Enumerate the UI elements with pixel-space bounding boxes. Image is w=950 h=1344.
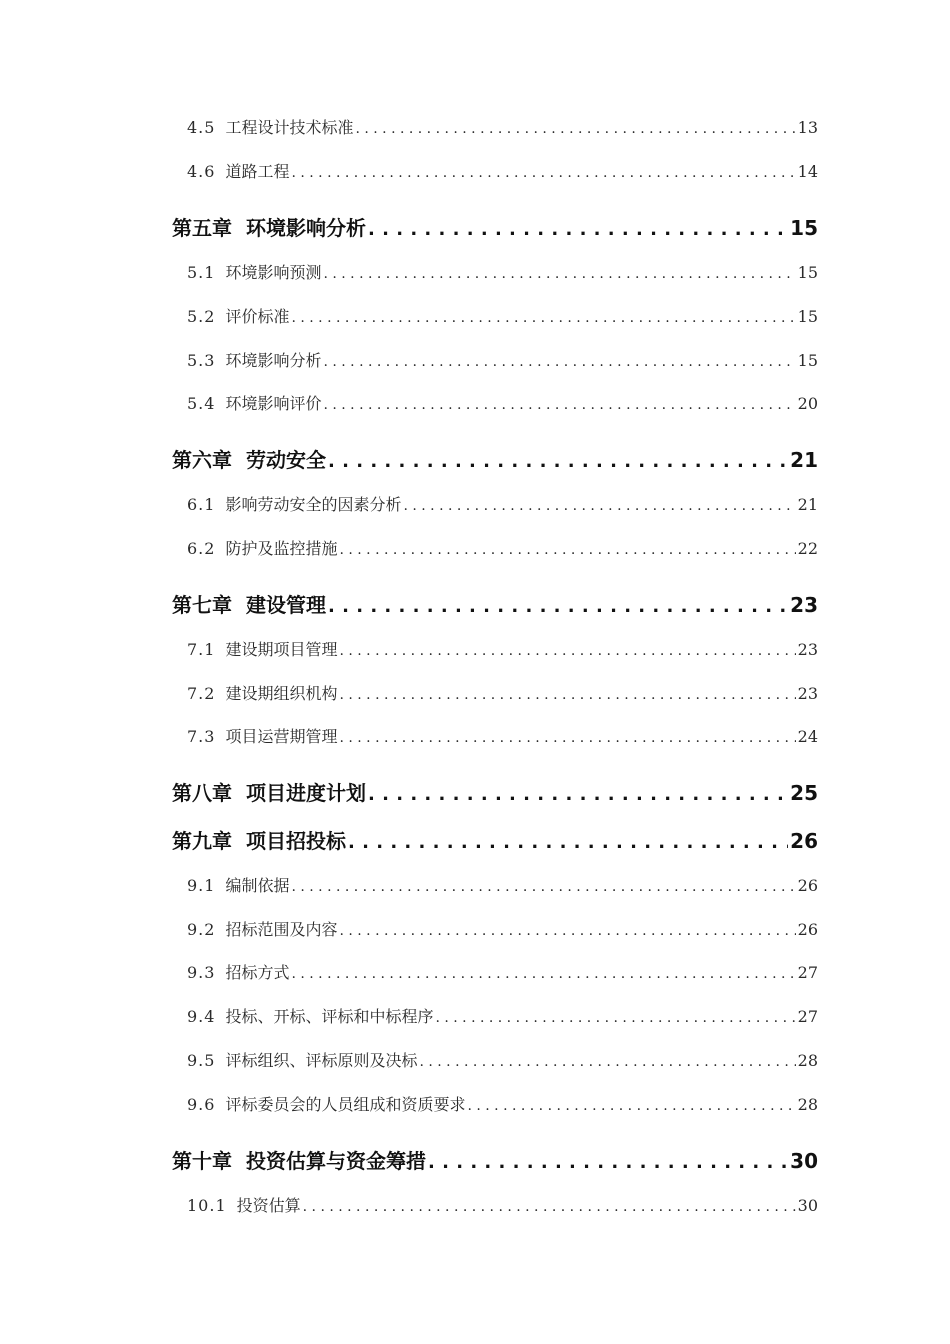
toc-entry[interactable] [187,260,818,283]
section-title: 招标方式 [225,963,290,982]
toc-entry[interactable] [187,724,818,747]
section-title: 防护及监控措施 [225,539,338,558]
page-number: 30 [790,1149,818,1173]
dot-leader [339,640,795,659]
section-title: 影响劳动安全的因素分析 [225,495,402,514]
section-number: 9.1 [187,876,216,895]
page-number: 15 [797,351,818,370]
dot-leader [339,684,795,703]
section-title: 环境影响预测 [225,263,322,282]
section-title: 建设期组织机构 [225,684,338,703]
toc-entry[interactable] [187,492,818,515]
page-number: 23 [797,640,818,659]
section-number: 6.2 [187,539,216,558]
toc-chapter-entry[interactable] [172,212,818,241]
section-title: 建设期项目管理 [225,640,338,659]
section-number: 5.4 [187,394,216,413]
chapter-number: 第五章 [172,216,232,240]
toc-entry[interactable] [187,1048,818,1071]
section-title: 评标委员会的人员组成和资质要求 [225,1095,466,1114]
toc-entry[interactable] [187,348,818,371]
section-title: 投资估算 [236,1196,301,1215]
page-number: 30 [797,1196,818,1215]
section-title: 招标范围及内容 [225,920,338,939]
section-number: 9.3 [187,963,216,982]
dot-leader [368,781,788,805]
toc-entry[interactable] [187,681,818,704]
section-number: 9.4 [187,1007,216,1026]
chapter-number: 第八章 [172,781,232,805]
page-number: 27 [797,963,818,982]
section-number: 9.2 [187,920,216,939]
page-number: 25 [790,781,818,805]
section-number: 10.1 [187,1196,227,1215]
chapter-number: 第六章 [172,448,232,472]
section-number: 7.2 [187,684,216,703]
section-number: 9.6 [187,1095,216,1114]
section-number: 5.1 [187,263,216,282]
dot-leader [328,593,788,617]
dot-leader [339,727,795,746]
page-number: 15 [797,307,818,326]
page-number: 28 [797,1051,818,1070]
section-title: 评标组织、评标原则及决标 [225,1051,418,1070]
page-number: 22 [797,539,818,558]
chapter-title: 投资估算与资金筹措 [246,1149,426,1173]
page-number: 20 [797,394,818,413]
dot-leader [323,263,795,282]
dot-leader [323,394,795,413]
toc-chapter-entry[interactable] [172,444,818,473]
page-number: 23 [797,684,818,703]
dot-leader [291,876,795,895]
page-number: 21 [790,448,818,472]
page-number: 26 [797,876,818,895]
dot-leader [435,1007,795,1026]
section-title: 工程设计技术标准 [225,118,354,137]
dot-leader [339,920,795,939]
chapter-number: 第十章 [172,1149,232,1173]
dot-leader [291,963,795,982]
toc-entry[interactable] [187,1004,818,1027]
dot-leader [339,539,795,558]
section-title: 环境影响评价 [225,394,322,413]
page-number: 24 [797,727,818,746]
page-number: 26 [797,920,818,939]
toc-entry[interactable] [187,1193,818,1216]
dot-leader [291,307,795,326]
chapter-number: 第九章 [172,829,232,853]
dot-leader [355,118,795,137]
chapter-title: 劳动安全 [246,448,326,472]
dot-leader [328,448,788,472]
toc-chapter-entry[interactable] [172,589,818,618]
dot-leader [303,1196,796,1215]
dot-leader [348,829,788,853]
page-number: 14 [797,162,818,181]
section-number: 4.5 [187,118,216,137]
section-number: 5.3 [187,351,216,370]
toc-entry[interactable] [187,960,818,983]
toc-entry[interactable] [187,159,818,182]
toc-entry[interactable] [187,1092,818,1115]
dot-leader [419,1051,795,1070]
page-number: 28 [797,1095,818,1114]
dot-leader [291,162,795,181]
toc-entry[interactable] [187,391,818,414]
chapter-number: 第七章 [172,593,232,617]
section-title: 环境影响分析 [225,351,322,370]
section-number: 4.6 [187,162,216,181]
page-number: 15 [790,216,818,240]
toc-chapter-entry[interactable] [172,777,818,806]
page-number: 13 [797,118,818,137]
dot-leader [323,351,795,370]
chapter-title: 环境影响分析 [246,216,366,240]
section-title: 编制依据 [225,876,290,895]
section-title: 评价标准 [225,307,290,326]
section-number: 6.1 [187,495,216,514]
dot-leader [368,216,788,240]
dot-leader [467,1095,795,1114]
page-number: 23 [790,593,818,617]
chapter-title: 项目招投标 [246,829,346,853]
section-number: 5.2 [187,307,216,326]
toc-entry[interactable] [187,115,818,138]
section-number: 7.3 [187,727,216,746]
dot-leader [403,495,795,514]
section-title: 项目运营期管理 [225,727,338,746]
chapter-title: 建设管理 [246,593,326,617]
page-number: 26 [790,829,818,853]
toc-chapter-entry[interactable] [172,825,818,854]
toc-entry[interactable] [187,637,818,660]
section-number: 9.5 [187,1051,216,1070]
page-number: 27 [797,1007,818,1026]
section-title: 投标、开标、评标和中标程序 [225,1007,434,1026]
toc-chapter-entry[interactable] [172,1145,818,1174]
toc-entry[interactable] [187,917,818,940]
chapter-title: 项目进度计划 [246,781,366,805]
page-number: 21 [797,495,818,514]
section-number: 7.1 [187,640,216,659]
toc-entry[interactable] [187,873,818,896]
toc-entry[interactable] [187,536,818,559]
toc-entry[interactable] [187,304,818,327]
dot-leader [428,1149,788,1173]
section-title: 道路工程 [225,162,290,181]
page-number: 15 [797,263,818,282]
